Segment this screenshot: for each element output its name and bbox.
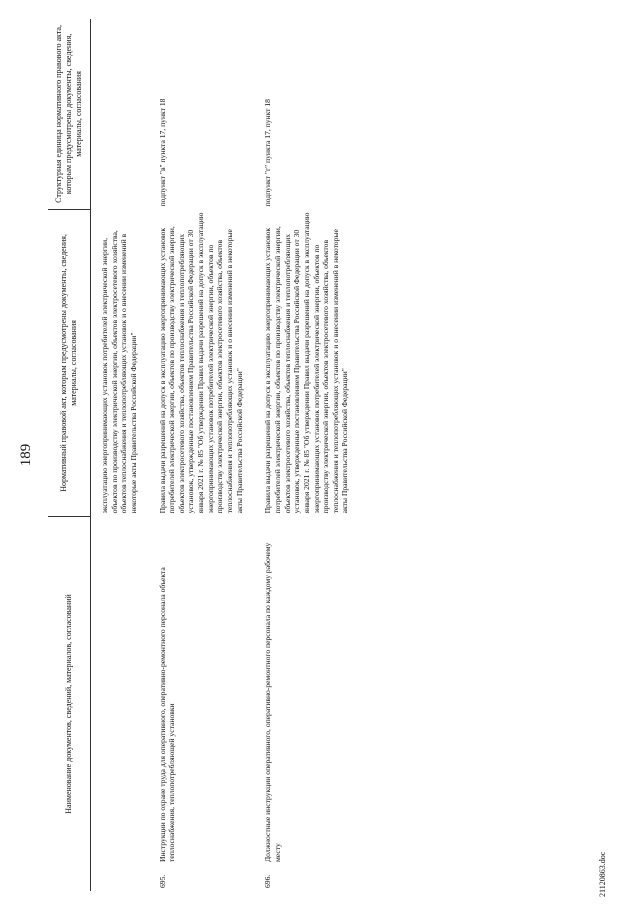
row-name-cell: [149, 516, 255, 891]
table-header-row: [48, 19, 91, 891]
continued-unit-cell: [91, 19, 149, 209]
header-legal-act: Нормативный правовой акт, которым предусмотрены документы, сведения, материалы, согласования: [48, 209, 91, 516]
table-row: [254, 19, 360, 891]
table-row-continued: [91, 19, 149, 891]
row-document-name: Должностные инструкции оперативного, оперативно-ремонтного персонала по каждому рабочему месту: [263, 542, 282, 862]
row-number: 696.: [263, 874, 273, 888]
continued-name-cell: [91, 516, 149, 891]
row-number: 695.: [157, 874, 167, 888]
header-document-name: Наименование документов, сведений, материалов, согласований: [48, 516, 91, 891]
row-unit-cell: подпункт "в" пункта 17, пункт 18: [157, 98, 167, 207]
document-file-id: 21120863.doc: [598, 851, 607, 897]
page-number: 189: [18, 443, 34, 467]
row-act-cell: Правила выдачи разрешений на допуск в эксплуатацию энергопринимающих установок потребителей электрической энергии, объектов по производству электрической энергии, объектов электросетевого хозяйства, объектов теплоснабжения и теплопотребляющих установок, утвержденные постановлением Правительства Российской Федерации от 30 января 2021 г. № 85 "Об утверждении Правил выдачи разрешений на допуск в эксплуатацию энергопринимающих установок потребителей электрической энергии, объектов по производству электрической энергии, объектов электросетевого хозяйства, объектов теплоснабжения и теплопотребляющих установок и о внесении изменений в некоторые акты Правительства Российской Федерации": [263, 212, 350, 514]
row-act-cell: Правила выдачи разрешений на допуск в эксплуатацию энергопринимающих установок потребителей электрической энергии, объектов по производству электрической энергии, объектов электросетевого хозяйства, объектов теплоснабжения и теплопотребляющих установок, утвержденные постановлением Правительства Российской Федерации от 30 января 2021 г. № 85 "Об утверждении Правил выдачи разрешений на допуск в эксплуатацию энергопринимающих установок потребителей электрической энергии, объектов по производству электрической энергии, объектов электросетевого хозяйства, объектов теплоснабжения и теплопотребляющих установок и о внесении изменений в некоторые акты Правительства Российской Федерации": [157, 212, 244, 514]
continued-act-cell: эксплуатацию энергопринимающих установок потребителей электрической энергии, объектов по производству электрической энергии, объектов электросетевого хозяйства, объектов теплоснабжения и теплопотребляющих установок и о внесении изменений в некоторые акты Правительства Российской Федерации": [100, 230, 138, 514]
row-unit-cell: подпункт "г" пункта 17, пункт 18: [263, 99, 273, 207]
documents-table: [48, 19, 360, 891]
row-document-name: Инструкции по охране труда для оперативного, оперативно-ремонтного персонала объекта теплоснабжения, теплопотребляющей установки: [157, 567, 177, 862]
table-row: [149, 19, 255, 891]
row-name-cell: [254, 516, 360, 891]
header-structural-unit: Структурная единица нормативного правового акта, которым предусмотрены документы, сведения, материалы, согласования: [48, 19, 91, 209]
